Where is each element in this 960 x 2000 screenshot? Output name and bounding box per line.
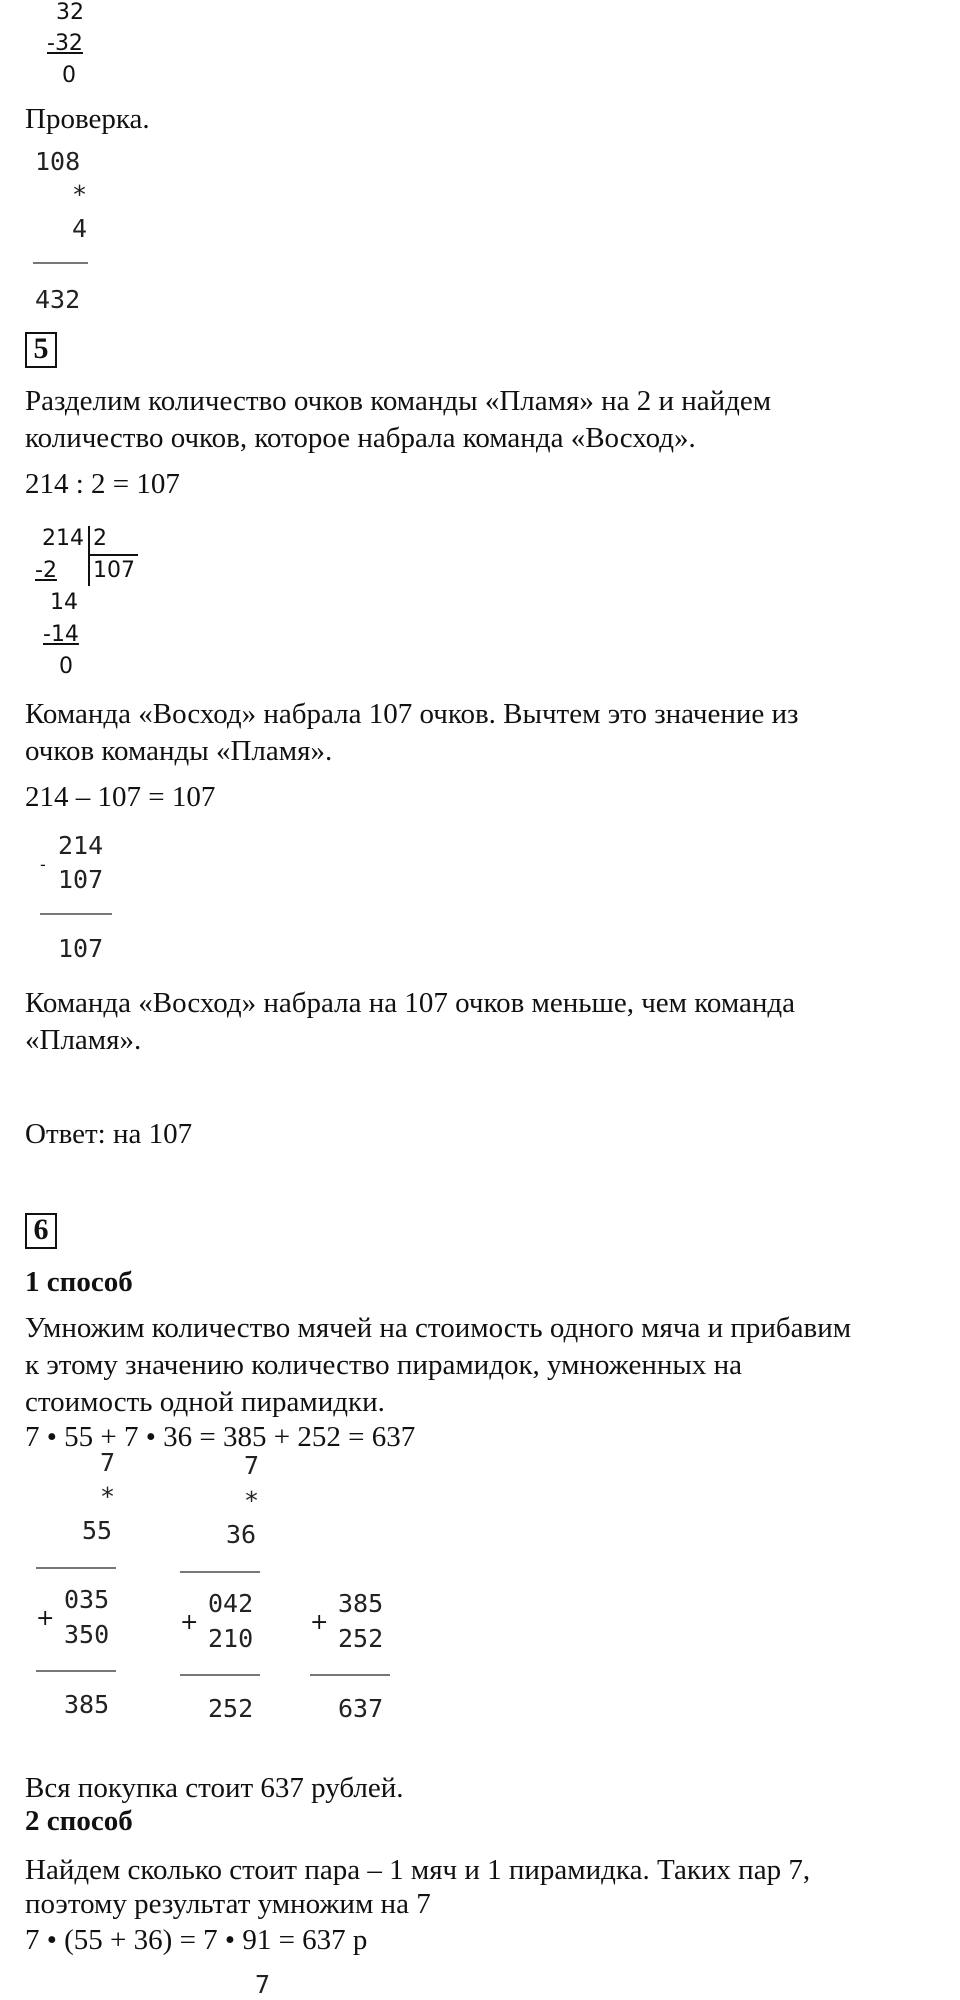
- subtraction-a: 214: [58, 831, 104, 860]
- task-5-equation-1: 214 : 2 = 107: [25, 468, 180, 500]
- task-5-para2-line1: Команда «Восход» набрала 107 очков. Вычтем это значение из: [25, 698, 799, 730]
- subtraction-line: [40, 913, 112, 915]
- calc3-line: [310, 1674, 390, 1676]
- division-remainder-row-3: 0: [62, 63, 76, 88]
- task-5-para1-line1: Разделим количество очков команды «Пламя» на 2 и найдем: [25, 385, 772, 417]
- subtraction-result: 107: [58, 934, 104, 963]
- check-mult-result: 432: [35, 285, 81, 314]
- calc2-op: *: [244, 1486, 260, 1515]
- calc2-line-2: [180, 1674, 260, 1676]
- calc2-result: 252: [208, 1694, 254, 1723]
- calc3-p1: 385: [338, 1589, 384, 1618]
- calc1-a: 7: [100, 1448, 116, 1477]
- task-6-para2-line1: Найдем сколько стоит пара – 1 мяч и 1 пирамидка. Таких пар 7,: [25, 1854, 811, 1886]
- calc3-p2: 252: [338, 1624, 384, 1653]
- division-remainder-row-1: 32: [56, 0, 84, 25]
- long-division-remainder-2: 0: [59, 654, 73, 679]
- task-5-equation-2: 214 – 107 = 107: [25, 781, 216, 813]
- calc1-line-2: [36, 1670, 116, 1672]
- calc1-plus: +: [36, 1606, 55, 1631]
- division-remainder-row-2: -32: [47, 31, 83, 56]
- check-mult-line: [33, 262, 88, 264]
- task-5-para1-line2: количество очков, которое набрала команда «Восход».: [25, 422, 696, 454]
- task-5-number-box: 5: [25, 332, 57, 368]
- task-5-para3-line1: Команда «Восход» набрала на 107 очков меньше, чем команда: [25, 987, 796, 1019]
- calc3-result: 637: [338, 1694, 384, 1723]
- task-6-method-2-title: 2 способ: [25, 1805, 133, 1837]
- calc2-p1: 042: [208, 1589, 254, 1618]
- calc2-line-1: [180, 1571, 260, 1573]
- long-division-dividend: 214: [42, 526, 84, 551]
- subtraction-op: -: [40, 855, 46, 874]
- calc1-line-1: [36, 1567, 116, 1569]
- calc2-plus: +: [180, 1610, 199, 1635]
- check-mult-b: 4: [72, 214, 88, 243]
- long-division-divisor-line: [88, 554, 138, 556]
- calc2-p2: 210: [208, 1624, 254, 1653]
- calc2-a: 7: [244, 1451, 260, 1480]
- calc3-plus: +: [310, 1610, 329, 1635]
- calc1-b: 55: [82, 1516, 113, 1545]
- task-6-para2-line2: поэтому результат умножим на 7: [25, 1888, 431, 1920]
- task-6-number-box: 6: [25, 1213, 57, 1249]
- task-5-para3-line2: «Пламя».: [25, 1024, 142, 1056]
- calc1-p1: 035: [64, 1585, 110, 1614]
- check-label: Проверка.: [25, 103, 150, 135]
- subtraction-b: 107: [58, 865, 104, 894]
- task-6-equation-2: 7 • (55 + 36) = 7 • 91 = 637 р: [25, 1924, 368, 1956]
- check-mult-op: *: [72, 180, 88, 209]
- calc1-op: *: [100, 1482, 116, 1511]
- task-5-para2-line2: очков команды «Пламя».: [25, 735, 333, 767]
- calc1-p2: 350: [64, 1620, 110, 1649]
- task-6-para1-line2: к этому значению количество пирамидок, умноженных на: [25, 1349, 742, 1381]
- task-6-para1-line1: Умножим количество мячей на стоимость одного мяча и прибавим: [25, 1312, 852, 1344]
- task-6-equation-1: 7 • 55 + 7 • 36 = 385 + 252 = 637: [25, 1421, 416, 1453]
- long-division-divisor: 2: [93, 526, 107, 551]
- long-division-bar: [88, 526, 90, 586]
- long-division-step-2: -14: [43, 622, 79, 647]
- bottom-digit: 7: [255, 1970, 271, 1999]
- task-6-para1-line3: стоимость одной пирамидки.: [25, 1386, 385, 1418]
- long-division-step-1: -2: [35, 558, 57, 583]
- calc1-result: 385: [64, 1690, 110, 1719]
- task-6-total: Вся покупка стоит 637 рублей.: [25, 1772, 404, 1804]
- task-6-method-1-title: 1 способ: [25, 1266, 133, 1298]
- calc2-b: 36: [226, 1520, 257, 1549]
- check-mult-a: 108: [35, 147, 81, 176]
- long-division-quotient: 107: [93, 558, 135, 583]
- long-division-remainder-1: 14: [50, 590, 78, 615]
- task-5-answer: Ответ: на 107: [25, 1118, 193, 1150]
